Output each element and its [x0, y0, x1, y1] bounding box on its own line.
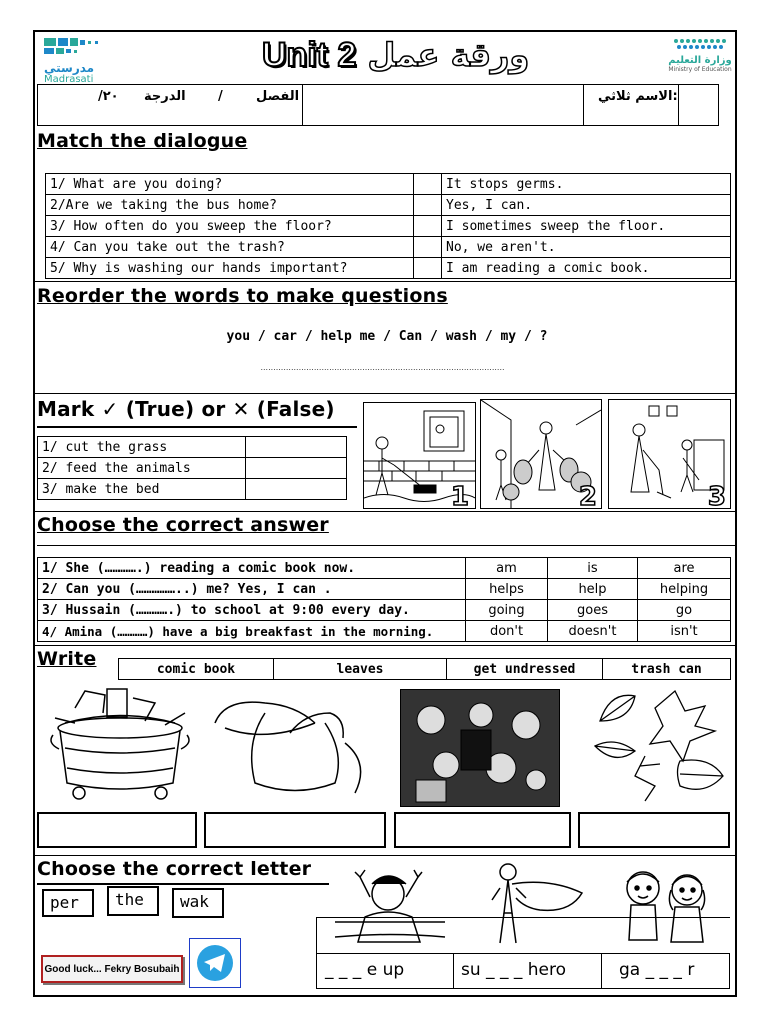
- match-question: 3/ How often do you sweep the floor?: [46, 216, 414, 237]
- title-arabic: ورقة عمل: [367, 36, 530, 74]
- match-table: [45, 173, 731, 279]
- telegram-icon[interactable]: [189, 938, 241, 988]
- page-title: [262, 36, 562, 80]
- pic-feed-animals: [480, 399, 602, 512]
- table-row: [46, 216, 731, 237]
- choice-option[interactable]: helps: [466, 579, 548, 600]
- ministry-en: Ministry of Education: [668, 66, 732, 73]
- pic-cut-grass: [363, 402, 476, 512]
- choice-option[interactable]: is: [548, 558, 638, 579]
- write-answer-box-1[interactable]: [37, 812, 197, 848]
- table-row: [46, 195, 731, 216]
- word-bank-item: leaves: [274, 659, 447, 680]
- reorder-title: Reorder the words to make questions: [37, 285, 448, 307]
- choose-question: 2/ Can you (……………..) me? Yes, I can .: [38, 579, 466, 600]
- word-bank-item: trash can: [603, 659, 731, 680]
- match-answer-slot[interactable]: [414, 195, 442, 216]
- leaves-illustration: [585, 686, 730, 808]
- madrasati-sub: Madrasati: [44, 74, 94, 85]
- word-bank-item: comic book: [119, 659, 274, 680]
- choice-option[interactable]: helping: [638, 579, 731, 600]
- ministry-logo: [665, 36, 735, 80]
- pic-number-2: 2: [578, 482, 597, 512]
- choice-option[interactable]: help: [548, 579, 638, 600]
- letter-blank[interactable]: ga _ _ _ r: [619, 960, 695, 980]
- pic-trash-can: [45, 683, 195, 805]
- mark-answer-box[interactable]: [246, 479, 347, 500]
- letter-option[interactable]: the: [107, 886, 159, 916]
- write-title: Write: [37, 648, 97, 670]
- ministry-dots-icon: [670, 37, 730, 51]
- trash-can-illustration: [45, 683, 195, 805]
- match-answer-slot[interactable]: [414, 216, 442, 237]
- table-row: [38, 621, 731, 642]
- mark-answer-box[interactable]: [246, 458, 347, 479]
- letter-blank-boxes: [316, 953, 730, 989]
- choice-option[interactable]: don't: [466, 621, 548, 642]
- table-row: [38, 600, 731, 621]
- cross-icon: ✕: [232, 397, 250, 421]
- match-title: Match the dialogue: [37, 130, 248, 152]
- name-label: الاسم ثلاثي:: [598, 89, 678, 104]
- choose-table: [37, 557, 731, 642]
- choice-option[interactable]: isn't: [638, 621, 731, 642]
- table-row: [38, 479, 347, 500]
- match-answer: It stops germs.: [442, 174, 731, 195]
- mark-title-c: (False): [256, 397, 335, 421]
- word-bank: [118, 658, 731, 680]
- mark-title-b: (True) or: [125, 397, 226, 421]
- reorder-words: you / car / help me / Can / wash / my / ?: [226, 329, 548, 344]
- choose-question: 4/ Amina (…………) have a big breakfast in the morning.: [38, 621, 466, 642]
- mark-statement: 2/ feed the animals: [38, 458, 246, 479]
- choice-option[interactable]: going: [466, 600, 548, 621]
- pic-number-1: 1: [450, 482, 469, 512]
- reorder-answer-line[interactable]: ................................................................................................: [260, 363, 505, 372]
- mark-statement: 3/ make the bed: [38, 479, 246, 500]
- match-answer: No, we aren't.: [442, 237, 731, 258]
- match-answer: Yes, I can.: [442, 195, 731, 216]
- table-row: [46, 237, 731, 258]
- choice-option[interactable]: go: [638, 600, 731, 621]
- pic-leaves: [585, 686, 730, 808]
- write-answer-box-2[interactable]: [204, 812, 386, 848]
- word-bank-item: get undressed: [447, 659, 603, 680]
- pic-comic-book: [400, 689, 560, 807]
- choose-question: 1/ She (………….) reading a comic book now.: [38, 558, 466, 579]
- table-row: [38, 458, 347, 479]
- write-answer-box-4[interactable]: [578, 812, 730, 848]
- grade-value: /٢٠: [98, 89, 119, 104]
- choose-title: Choose the correct answer: [37, 514, 329, 536]
- goodluck-badge: [41, 955, 183, 983]
- comic-book-illustration: [401, 690, 559, 806]
- match-answer: I sometimes sweep the floor.: [442, 216, 731, 237]
- check-icon: ✓: [101, 397, 119, 421]
- title-unit: Unit 2: [262, 36, 357, 74]
- table-row: [38, 558, 731, 579]
- letters-title: Choose the correct letter: [37, 858, 312, 880]
- letter-blank[interactable]: _ _ _ e up: [325, 960, 405, 980]
- class-sep: /: [218, 89, 223, 104]
- pic-sweep-floor: [608, 399, 731, 512]
- choose-question: 3/ Hussain (………….) to school at 9:00 every day.: [38, 600, 466, 621]
- letter-blank[interactable]: su _ _ _ hero: [461, 960, 566, 980]
- choice-option[interactable]: goes: [548, 600, 638, 621]
- letter-option[interactable]: wak: [172, 888, 224, 918]
- choice-option[interactable]: am: [466, 558, 548, 579]
- match-answer: I am reading a comic book.: [442, 258, 731, 279]
- table-row: [38, 437, 347, 458]
- pic-get-undressed: [205, 683, 385, 805]
- class-label: الفصل: [256, 89, 300, 104]
- goodluck-text: Good luck... Fekry Bosubaih: [44, 964, 180, 975]
- madrasati-logo: [40, 36, 115, 85]
- match-question: 1/ What are you doing?: [46, 174, 414, 195]
- telegram-logo-icon: [190, 939, 240, 987]
- match-question: 5/ Why is washing our hands important?: [46, 258, 414, 279]
- ministry-ar: وزارة التعليم: [668, 55, 732, 66]
- grade-label: الدرجة: [144, 89, 186, 104]
- mark-statement: 1/ cut the grass: [38, 437, 246, 458]
- match-answer-slot[interactable]: [414, 174, 442, 195]
- mark-title: [37, 397, 335, 421]
- madrasati-dots-icon: [40, 36, 115, 58]
- choice-option[interactable]: doesn't: [548, 621, 638, 642]
- letter-option[interactable]: per: [42, 889, 94, 917]
- madrasati-text: مدرستي: [44, 61, 95, 75]
- match-answer-slot[interactable]: [414, 258, 442, 279]
- info-row: [37, 84, 719, 126]
- undressing-illustration: [205, 683, 385, 805]
- match-question: 2/Are we taking the bus home?: [46, 195, 414, 216]
- mark-table: [37, 436, 347, 500]
- write-answer-box-3[interactable]: [394, 812, 571, 848]
- table-row: [38, 579, 731, 600]
- match-question: 4/ Can you take out the trash?: [46, 237, 414, 258]
- mark-answer-box[interactable]: [246, 437, 347, 458]
- table-row: [46, 174, 731, 195]
- pic-number-3: 3: [707, 482, 726, 512]
- choice-option[interactable]: are: [638, 558, 731, 579]
- mark-title-a: Mark: [37, 397, 95, 421]
- match-answer-slot[interactable]: [414, 237, 442, 258]
- table-row: [46, 258, 731, 279]
